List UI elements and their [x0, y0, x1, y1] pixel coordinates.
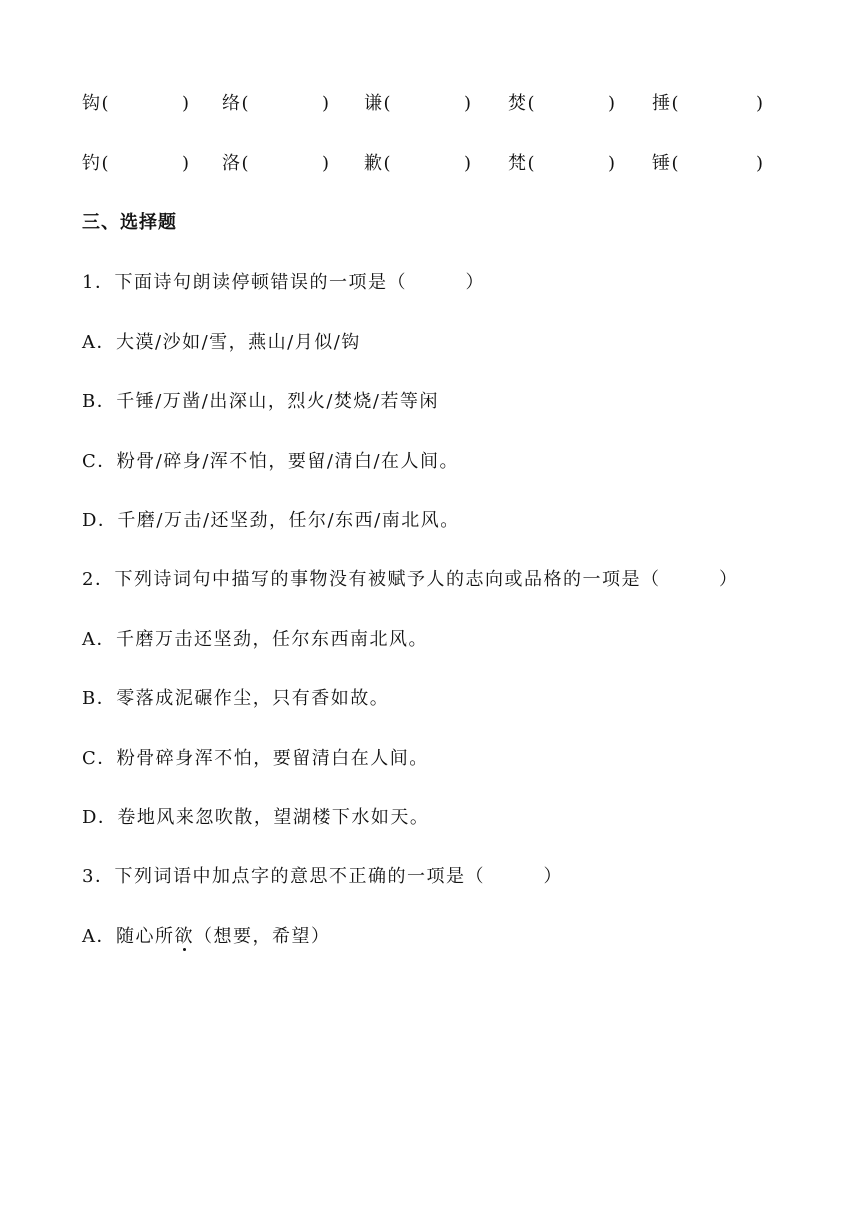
char-item: 焚( ) [508, 93, 617, 114]
char-item: 歉( ) [364, 153, 473, 174]
char-item: 谦( ) [364, 93, 473, 114]
char-item: 洛( ) [222, 153, 331, 174]
question-2-option-b: B．零落成泥碾作尘，只有香如故。 [82, 688, 390, 709]
char-item: 锤( ) [652, 153, 765, 174]
option-a-text-after: （想要，希望） [194, 926, 331, 947]
question-2-option-d: D．卷地风来忽吹散，望湖楼下水如天。 [82, 807, 430, 828]
dotted-character: 欲 [174, 926, 194, 947]
char-item: 梵( ) [508, 153, 617, 174]
question-3-stem: 3．下列词语中加点字的意思不正确的一项是（ ） [82, 866, 563, 887]
question-2-option-a: A．千磨万击还坚劲，任尔东西南北风。 [82, 629, 428, 650]
option-a-text-before: A．随心所 [82, 926, 175, 947]
char-item: 钓( ) [82, 153, 191, 174]
question-2-option-c: C．粉骨碎身浑不怕，要留清白在人间。 [82, 748, 429, 769]
section-title: 三、选择题 [82, 212, 177, 233]
question-1-option-d: D．千磨/万击/还坚劲，任尔/东西/南北风。 [82, 510, 460, 531]
question-2-stem: 2．下列诗词句中描写的事物没有被赋予人的志向或品格的一项是（ ） [82, 569, 739, 590]
question-1-stem: 1．下面诗句朗读停顿错误的一项是（ ） [82, 272, 485, 293]
char-item: 钩( ) [82, 93, 191, 114]
question-1-option-b: B．千锤/万凿/出深山，烈火/焚烧/若等闲 [82, 391, 439, 412]
question-3-option-a [82, 922, 331, 952]
char-item: 络( ) [222, 93, 331, 114]
question-1-option-a: A．大漠/沙如/雪，燕山/月似/钩 [82, 332, 361, 353]
question-1-option-c: C．粉骨/碎身/浑不怕，要留/清白/在人间。 [82, 451, 460, 472]
char-item: 捶( ) [652, 93, 765, 114]
